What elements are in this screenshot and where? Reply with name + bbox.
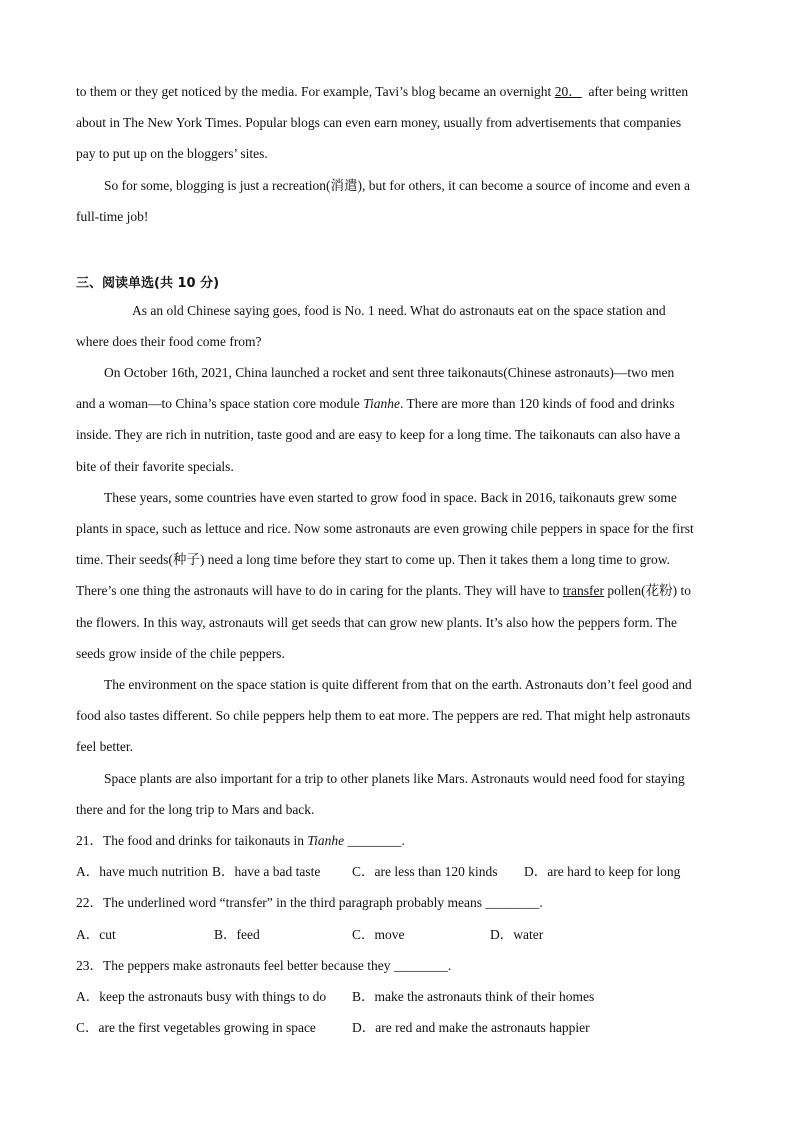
question-23: 23．The peppers make astronauts feel better because they ________. [76,958,452,973]
q23-option-d[interactable]: D．are red and make the astronauts happier [352,1020,590,1035]
p3-line-3: time. Their seeds(种子) need a long time before they start to come up. Then it takes them a long time to grow. [76,552,670,567]
q23-option-b[interactable]: B．make the astronauts think of their homes [352,989,595,1004]
q21-option-b[interactable]: B．have a bad taste [212,864,321,879]
q21-option-a[interactable]: A．have much nutrition [76,864,208,879]
blank-20: 20． [554,84,582,99]
passage-line-1: to them or they get noticed by the media. For example, Tavi’s blog became an overnight 20． after being written [76,84,689,99]
p4-line-2: food also tastes different. So chile peppers help them to eat more. The peppers are red. That might help astronauts [76,708,691,723]
p5-line-2: there and for the long trip to Mars and back. [76,802,315,817]
p3-line-5: the flowers. In this way, astronauts will get seeds that can grow new plants. It’s also how the peppers form. The [76,615,677,630]
q22-option-a[interactable]: A．cut [76,927,116,942]
passage-line-4: So for some, blogging is just a recreation(消遣), but for others, it can become a source of income and even a [104,178,690,193]
q22-option-b[interactable]: B．feed [214,927,260,942]
p4-line-3: feel better. [76,739,133,754]
q21-option-d[interactable]: D．are hard to keep for long [524,864,681,879]
question-22: 22．The underlined word “transfer” in the third paragraph probably means ________. [76,895,543,910]
q22-option-d[interactable]: D．water [490,927,544,942]
q21-option-c[interactable]: C．are less than 120 kinds [352,864,498,879]
p1-line-2: where does their food come from? [76,334,262,349]
q23-option-a[interactable]: A．keep the astronauts busy with things to do [76,989,327,1004]
p2-line-2: and a woman—to China’s space station core module Tianhe. There are more than 120 kinds of food and drinks [76,396,675,411]
p3-line-6: seeds grow inside of the chile peppers. [76,646,285,661]
p1-line-1: As an old Chinese saying goes, food is No. 1 need. What do astronauts eat on the space station and [132,303,666,318]
passage-line-5: full-time job! [76,209,149,224]
q22-option-c[interactable]: C．move [352,927,405,942]
passage-line-2: about in The New York Times. Popular blogs can even earn money, usually from advertisements that companies [76,115,682,130]
section-heading: 三、阅读单选(共 10 分) [76,276,220,291]
p5-line-1: Space plants are also important for a trip to other planets like Mars. Astronauts would need food for staying [104,771,685,786]
underlined-word-transfer: transfer [562,583,604,598]
p2-line-4: bite of their favorite specials. [76,459,234,474]
p3-line-4: There’s one thing the astronauts will have to do in caring for the plants. They will have to transfer pollen(花粉) to [76,583,691,598]
question-21: 21．The food and drinks for taikonauts in Tianhe ________. [76,833,405,848]
passage-line-3: pay to put up on the bloggers’ sites. [76,146,268,161]
p3-line-1: These years, some countries have even started to grow food in space. Back in 2016, taikonauts grew some [104,490,677,505]
p2-line-3: inside. They are rich in nutrition, taste good and are easy to keep for a long time. The taikonauts can also have a [76,427,681,442]
p3-line-2: plants in space, such as lettuce and rice. Now some astronauts are even growing chile peppers in space for the first [76,521,694,536]
p2-line-1: On October 16th, 2021, China launched a rocket and sent three taikonauts(Chinese astronauts)—two men [104,365,675,380]
q23-option-c[interactable]: C．are the first vegetables growing in space [76,1020,316,1035]
tianhe-italic: Tianhe [363,396,400,411]
p4-line-1: The environment on the space station is quite different from that on the earth. Astronauts don’t feel good and [104,677,692,692]
